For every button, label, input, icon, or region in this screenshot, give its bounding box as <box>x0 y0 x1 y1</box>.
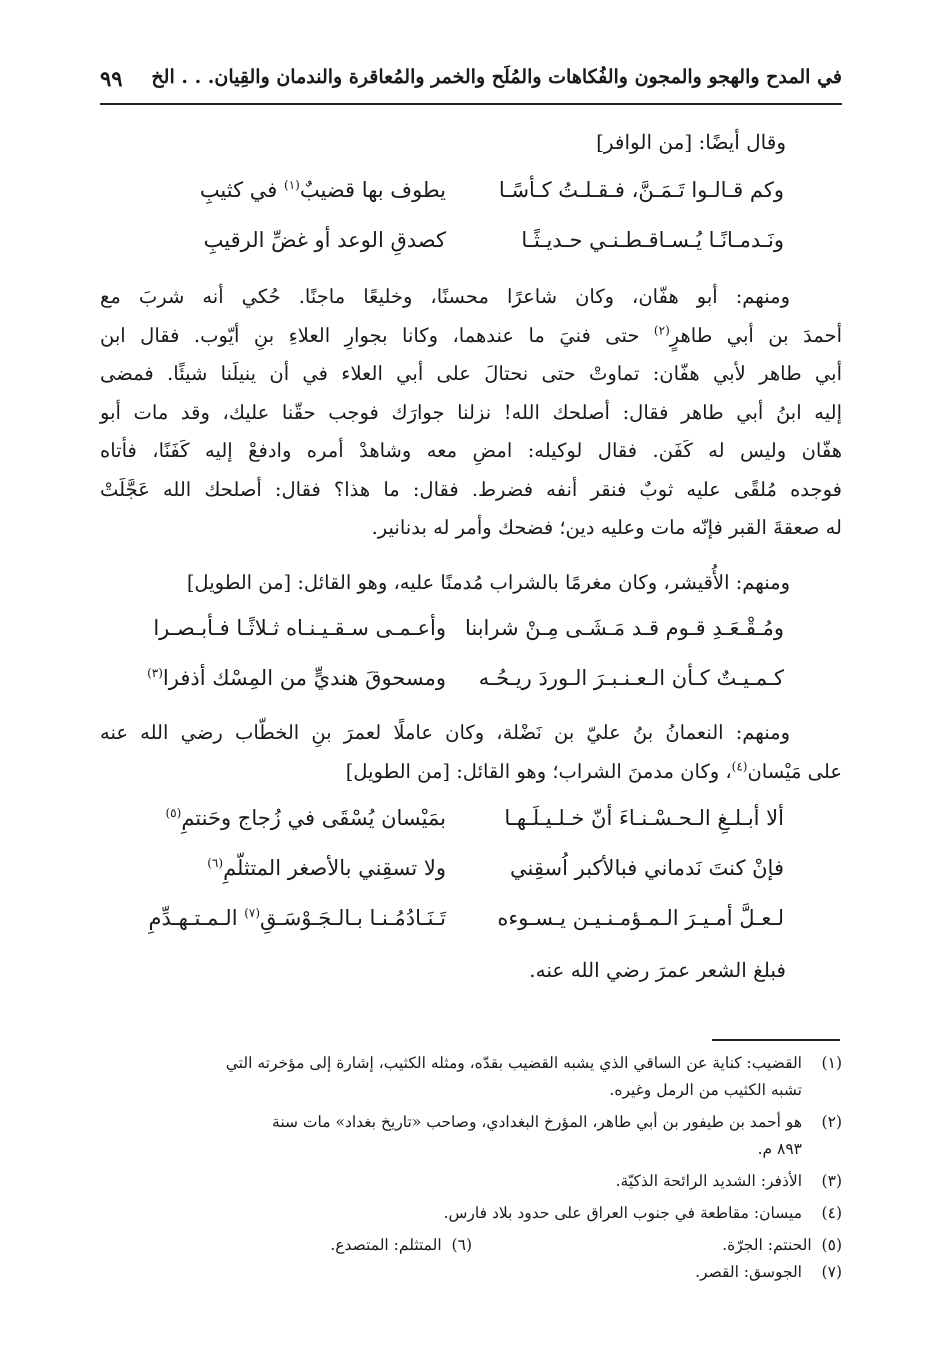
verse-first-hemistich: لـعـلَّ أمـيـرَ الـمـؤمـنـيـن يـسـوءه <box>497 906 784 930</box>
footnote: (٥) الحنتم: الجرّة. <box>722 1236 842 1254</box>
footnote-text: هو أحمد بن طيفور بن أبي طاهر، المؤرخ البغدادي، وصاحب «تاريخ بغداد» مات سنة <box>272 1113 802 1131</box>
verse-second-hemistich: ومسحوقَ هنديٍّ من المِسْك أذفرا$^{(٣)}$ <box>147 666 446 690</box>
poem-intro <box>100 564 842 603</box>
text-line: ومنهم: النعمانُ بنُ عليّ بن نَضْلة، وكان عاملًا لعمرَ بنِ الخطّاب رضي الله عنه <box>100 721 790 744</box>
prose-paragraph <box>100 278 842 548</box>
verse-first-hemistich: فإنْ كنتَ نَدماني فبالأكبر اُسقِني <box>510 856 784 880</box>
verse-first-hemistich: ونَـدمـانًـا يُـسـاقـطـنـي حـديـثًـا <box>521 228 784 252</box>
footnote <box>100 1050 842 1104</box>
verse-second-hemistich: يطوف بها قضيبٌ$^{(١)}$ في كثيبِ <box>199 178 446 202</box>
text-line: له صعقةَ القبر فإنّه مات وعليه دين؛ فضحك وأمر له بدنانير. <box>371 516 842 539</box>
verse-second-hemistich: ولا تسقِني بالأصغر المتثلّمِ$^{(٦)}$ <box>207 856 446 880</box>
text-line: فوجده مُلقًى عليه ثوبٌ فنقر أنفه فضرط. فقال: ما هذا؟ فقال: أصلحك الله عَجَّلَتْ <box>100 477 842 501</box>
footnote-ref: (٧) <box>244 906 261 920</box>
verse-first-hemistich: ومُـقْـعَـدِ قـوم قـد مَـشَـى مِـنْ شرابنا <box>464 616 784 640</box>
footnote-number: (١) <box>821 1054 842 1072</box>
verse-first-hemistich: ألا أبـلـغِ الـحـسْـنـاءَ أنّ خـلـيـلَـهـا <box>504 806 784 830</box>
footnote <box>100 1259 842 1286</box>
text-line: أبي طاهر لأبي هفّان: تماوتْ حتى نحتالَ على أبي العلاء في أن ينيلَنا شيئًا. فمضى <box>100 362 842 385</box>
footnote-ref: (٥) <box>165 806 182 820</box>
header-rule <box>100 103 842 105</box>
verse-first-hemistich: وكم قـالـوا تَـمَـنَّ، فـقـلـتُ كـأسًـا <box>498 178 784 202</box>
verse-second-hemistich: كصدقِ الوعد أو غضِّ الرقيبِ <box>203 228 446 252</box>
footnote <box>100 1168 842 1195</box>
footnote-text: الأذفر: الشديد الرائحة الذكيّة. <box>615 1172 802 1190</box>
footnote-text: تشبه الكثيب من الرمل وغيره. <box>609 1081 802 1099</box>
footnote-number: (٤) <box>821 1204 842 1222</box>
footnote <box>100 1200 842 1227</box>
footnote-text: ٨٩٣ م. <box>757 1140 802 1158</box>
closing-line: فبلغ الشعر عمرَ رضي الله عنه. <box>529 958 786 982</box>
footnote-ref: (١) <box>284 178 300 192</box>
footnote-pair <box>100 1232 842 1259</box>
footnote-ref: (٣) <box>147 666 163 680</box>
footnote-number: (٢) <box>821 1113 842 1131</box>
footnote-text: ميسان: مقاطعة في جنوب العراق على حدود بلاد فارس. <box>443 1204 802 1222</box>
footnote-number: (٧) <box>821 1263 842 1281</box>
poem-intro: وقال أيضًا: [من الوافر] <box>596 130 786 154</box>
page-number: ٩٩ <box>100 66 123 91</box>
text-line: هفّان وليس له كَفَن. فقال لوكيله: امضِ معه وشاهدْ أمره وادفعْ إليه كَفَنًا، فأتاه <box>100 439 842 462</box>
footnote-ref: (٦) <box>207 856 224 870</box>
text-line: على مَيْسان$^{(٤)}$، وكان مدمنَ الشراب؛ وهو القائل: [من الطويل] <box>345 759 842 783</box>
footnote <box>100 1109 842 1163</box>
footnotes <box>100 1050 842 1286</box>
prose-paragraph <box>100 714 842 791</box>
verse-first-hemistich: كـمـيـتٌ كـأن الـعـنـبـرَ الـوردَ ريـحُـه <box>478 666 784 690</box>
footnote-ref: (٤) <box>731 759 748 773</box>
footnote-ref: (٢) <box>653 323 670 337</box>
text-line: ومنهم: أبو هفّان، وكان شاعرًا محسنًا، وخليعًا ماجنًا. حُكي أنه شربَ مع <box>100 285 790 308</box>
text-line: ومنهم: الأُقيشر، وكان مغرمًا بالشراب مُدمنًا عليه، وهو القائل: [من الطويل] <box>186 571 790 594</box>
text-line: أحمدَ بن أبي طاهرٍ$^{(٢)}$ حتى فنيَ ما عندهما، وكانا بجوارِ العلاءِ بنِ أيّوب. فقال ابن <box>100 323 842 347</box>
footnote: (٦) المتثلم: المتصدع. <box>330 1236 472 1254</box>
text-line: إليه ابنُ أبي طاهر فقال: أصلحك الله! نزلنا جوارَك فوجب حقّنا عليك، وقد مات أبو <box>100 400 842 424</box>
footnote-text: القضيب: كناية عن الساقي الذي يشبه القضيب بقدّه، ومثله الكثيب، إشارة إلى مؤخرته التي <box>225 1054 802 1072</box>
verse-second-hemistich: وأعـمـى سـقـيـنـاه ثـلاثًـا فـأبـصـرا <box>153 616 446 640</box>
footnote-number: (٣) <box>821 1172 842 1190</box>
verse-second-hemistich: تَـنَـادُمُـنـا بـالـجَـوْسَـقِ$^{(٧)}$ الـمـتـهـدِّمِ <box>148 906 446 930</box>
footnote-rule <box>712 1039 840 1041</box>
running-title: في المدح والهجو والمجون والفُكاهات والمُلَح والخمر والمُعاقرة والندمان والقِيان. . . الخ <box>151 66 842 88</box>
verse-second-hemistich: بمَيْسان يُسْقَى في زُجاج وحَنتمِ$^{(٥)}$ <box>165 806 446 830</box>
footnote-text: الجوسق: القصر. <box>695 1263 802 1281</box>
